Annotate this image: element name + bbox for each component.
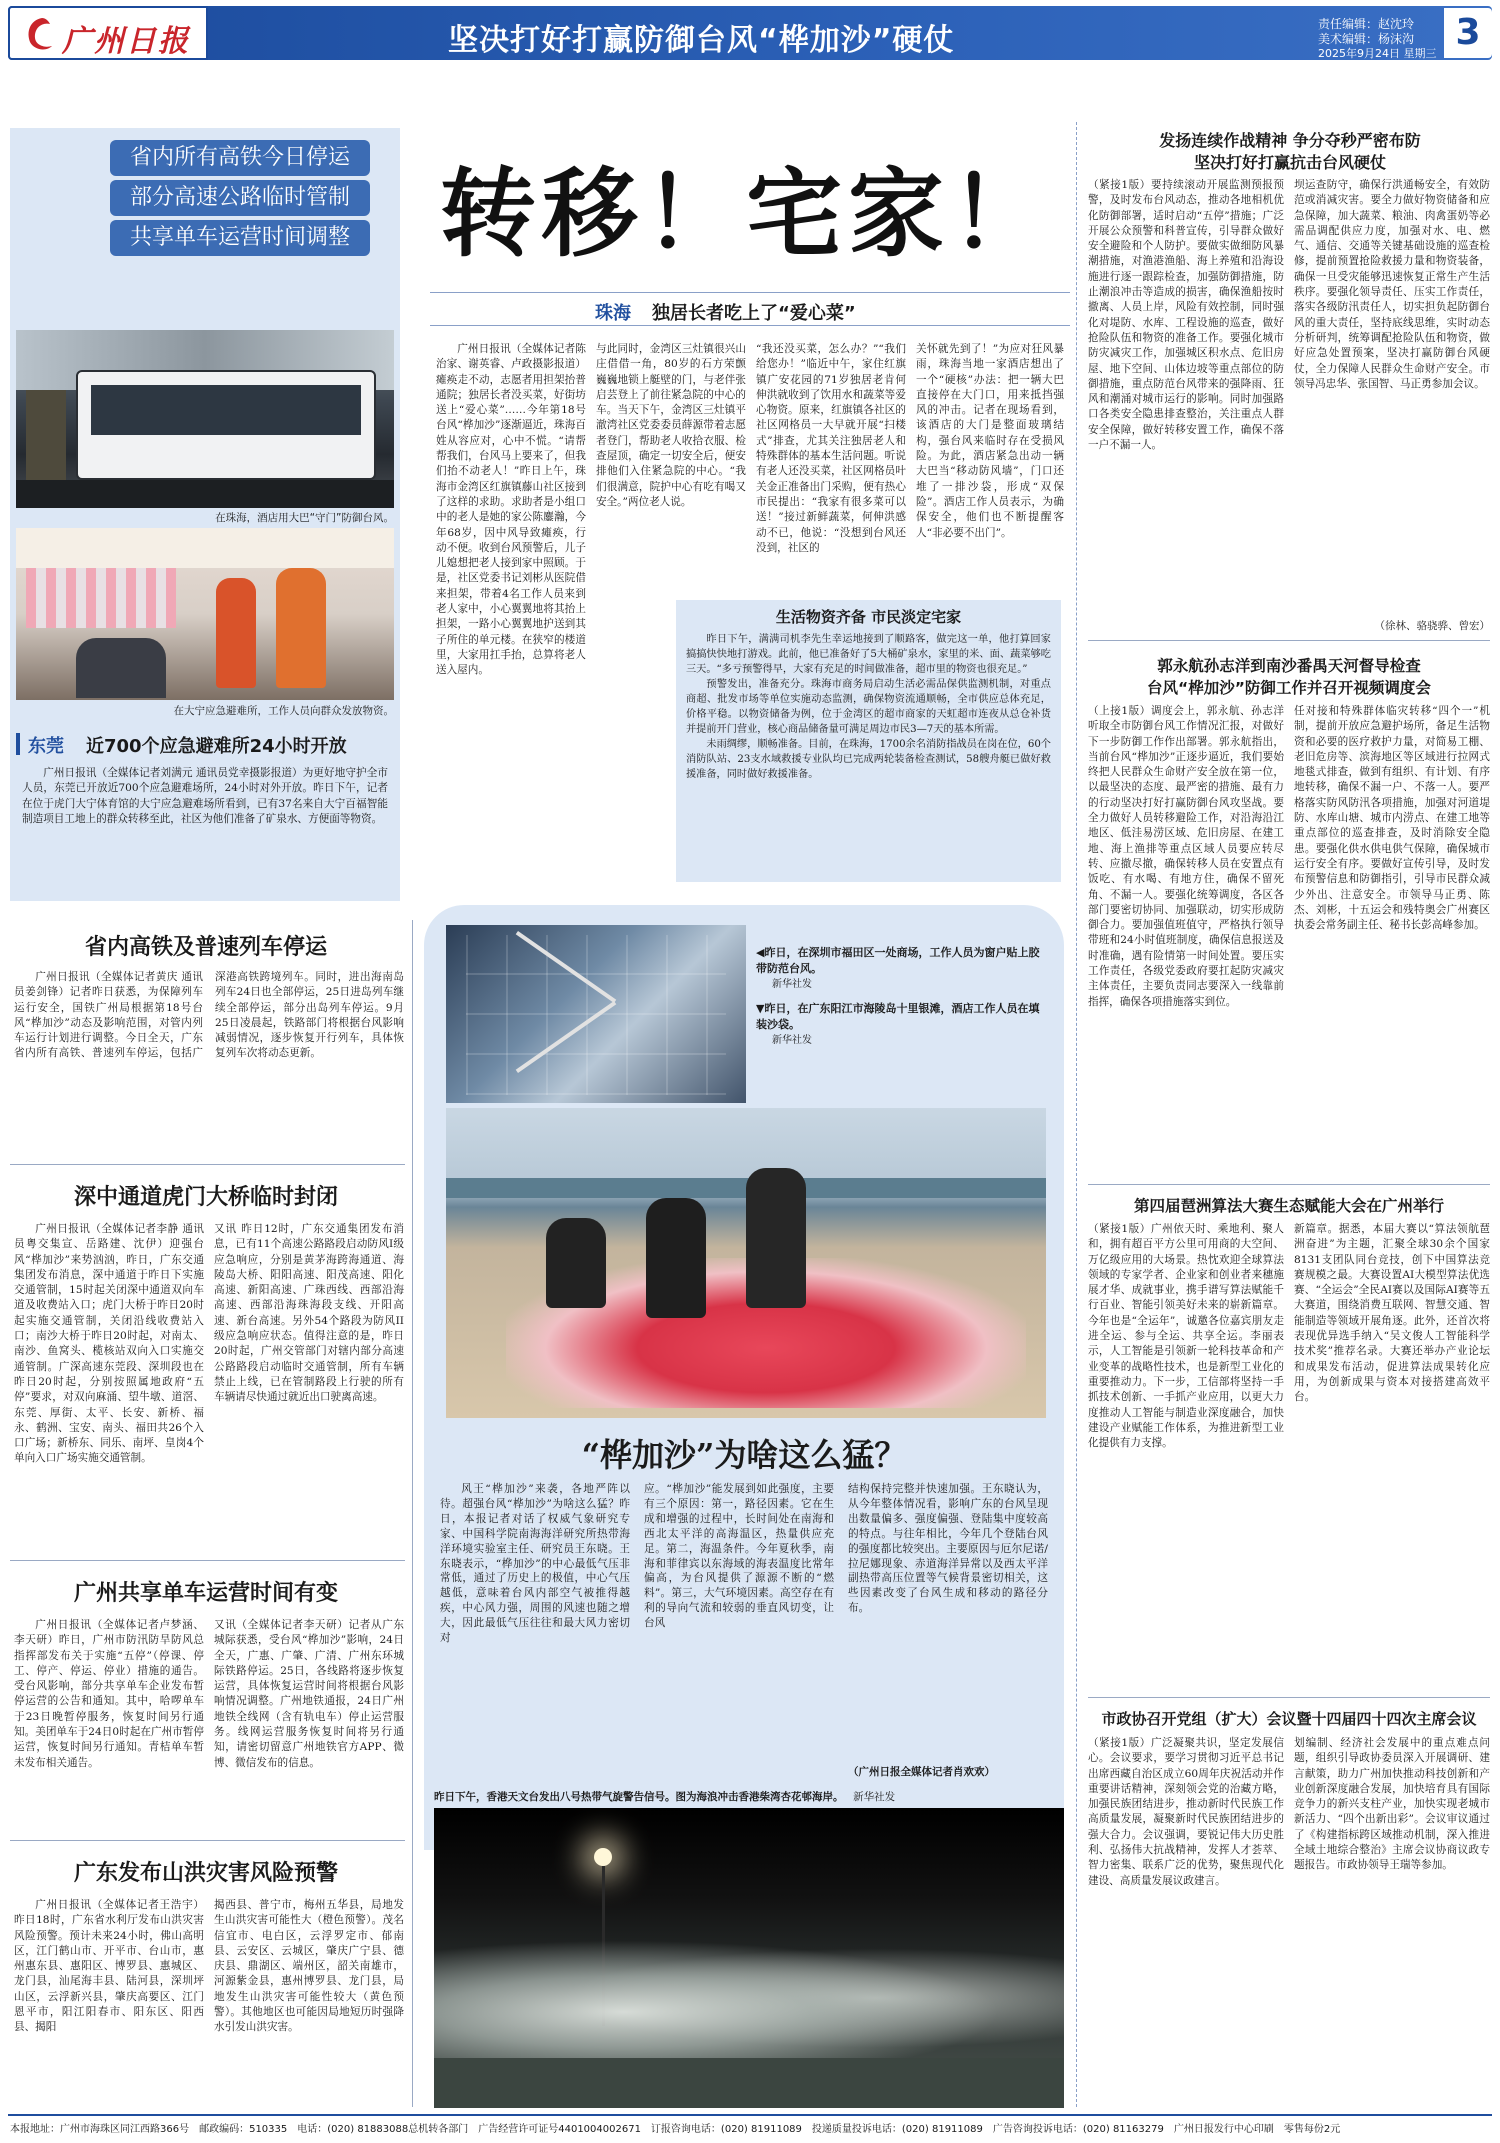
divider-right-1 [1088,640,1490,641]
why-col-1: 风王“桦加沙”来袭，各地严阵以待。超强台风“桦加沙”为啥这么猛？昨日，本报记者对话了权威气象研究专家、中国科学院南海海洋研究所热带海洋环境实验室主任、研究员王东晓。王东晓表示，“桦加沙”的中心最低气压非常低，通过了历史上的极值，中心气压越低，意味着台风内部空气被推得越疾，中心风力强，周围的风速也随之增大，因此最低气压往往和最大风力密切对 [440,1483,630,1645]
dongguan-title-bar [16,730,394,758]
photo-shelter [16,528,394,700]
bike-col-2: 又讯（全媒体记者李天研）记者从广东城际获悉，受台风“桦加沙”影响，24日全天，广惠、广肇、广清、广州东环城际铁路停运。25日，各线路将逐步恢复运营，具体恢复运营时间将根据台风影响情况调整。广州地铁通报，24日广州地铁全线网（含有轨电车）停止运营服务。线网运营服务恢复时间将另行通知，请密切留意广州地铁官方APP、微博、微信发布的信息。 [214,1619,404,1769]
photo-sandbags [446,1108,1046,1418]
photo-window-caption-2: ▼昨日，在广东阳江市海陵岛十里银滩，酒店工作人员在填装沙袋。 [756,1002,1040,1031]
divider-right-2 [1088,1184,1490,1185]
logo-text: 广州日报 [62,24,190,59]
bike-col-1: 广州日报讯（全媒体记者卢梦涵、李天研）昨日，广州市防汛防旱防风总指挥部发布关于实施“五停”（停课、停工、停产、停运、停业）措施的通告。受台风影响，部分共享单车企业发布暂停运营的公告和通知。其中，哈啰单车于23日晚暂停服务，恢复时间另行通知。美团单车于24日0时起在广州市暂停运营，恢复时间另行通知。青桔单车暂未发布相关通告。 [14,1619,204,1769]
bike-title: 广州共享单车运营时间有变 [73,1581,338,1606]
footer-divider [8,2114,1492,2116]
zhuhai-col-4: 关怀就先到了！”为应对狂风暴雨，珠海当地一家酒店想出了一个“硬核”办法：把一辆大巴直接停在大门口，用来抵挡强风的冲击。记者在现场看到，该酒店的大门是整面玻璃结构，强台风来临时存在受损风险。为此，酒店紧急出动一辆大巴当“移动防风墙”，门口还堆了一排沙袋，形成“双保险”。酒店工作人员表示，为确保安全，他们也不断提醒客人“非必要不出门”。 [916,343,1064,539]
divider-left-column [412,920,413,2107]
party-title: 市政协召开党组（扩大）会议暨十四届四十四次主席会议 [1101,1710,1477,1728]
guo-col-1: （上接1版）调度会上，郭永航、孙志洋听取全市防御台风工作情况汇报，对做好下一步防御工作作出部署。郭永航指出，当前台风“桦加沙”正逐步逼近，我们要始终把人民群众生命财产安全放在第一位，以最坚决的态度、最严密的措施、最有力的行动坚决打好打赢防御台风攻坚战。要全力做好人员转移避险工作，对沿海沿江地区、低洼易涝区域、危旧房屋、在建工地、海上渔排等重点区域人员要应转尽转、应撤尽撤，确保转移人员在安置点有饭吃、有水喝、有地方住，确保不留死角、不漏一人。要强化统筹调度，各区各部门要密切协同、加强联动，切实形成防御合力。要加强值班值守，严格执行领导带班和24小时值班制度，确保信息报送及时准确，遇有险情第一时间处置。要压实工作责任，各级党委政府要扛起防灾减灾主体责任，主要负责同志要深入一线靠前指挥，确保各项措施落实到位。 [1088,705,1284,1008]
bridge-title: 深中通道虎门大桥临时封闭 [73,1185,338,1210]
supplies-para-2: 预警发出，准备充分。珠海市商务局启动生活必需品保供监测机制，对重点商超、批发市场等单位实施动态监测，确保物资流通顺畅，全市供应总体充足，价格平稳。以物资储备为例，位于金湾区的超市商家的天虹超市连夜从总仓补货并提前开门营业，核心商品储备量可满足周边市民3—7天的基本所需。 [686,679,1051,735]
photo-window-credit-1: 新华社发 [772,979,812,990]
footer-text: 本报地址：广州市海珠区同江西路366号 邮政编码：510335 电话：(020) 81883088总机转各部门 广告经营许可证号4401004002671 订报咨询电话：(020) 81911089 投递质量投诉电话：(020) 81911089 广告咨询投诉电话：(020) 81163279 广州日报发行中心印刷 零售每份2元 [10,2124,1341,2135]
bridge-col-2: 又讯 昨日12时，广东交通集团发布消息，已有11个高速公路路段启动防风I级应急响应，分别是黄茅海跨海通道、海陵岛大桥、阳阳高速、阳茂高速、阳化高速、新阳高速、广珠西线、西部沿海高速、西部沿海珠海段支线、开阳高速、新台高速。另外54个路段为防风II级应急响应状态。值得注意的是，昨日20时起，广州交管部门对辖内部分高速公路路段启动临时交通管制，所有车辆禁止上线，已在管制路段上行驶的所有车辆请尽快通过就近出口驶离高速。 [214,1223,404,1404]
summary-title-1: 省内所有高铁今日停运 [110,140,370,176]
supplies-para-1: 昨日下午，满满司机李先生幸运地接到了顺路客，做完这一单，他打算回家搞搞快快地打游戏。此前，他已准备好了5大桶矿泉水，家里的米、面、蔬菜够吃三天。“多亏预警得早，大家有充足的时间做准备，超市里的物资也很充足。” [686,634,1051,675]
photo-hotel-bus-caption: 在珠海，酒店用大巴“守门”防御台风。 [215,512,394,524]
guo-title-line-1: 郭永航孙志洋到南沙番禺天河督导检查 [1157,657,1421,675]
flood-col-1: 广州日报讯（全媒体记者王浩宇）昨日18时，广东省水利厅发布山洪灾害风险预警。预计未来24小时，佛山高明区，江门鹤山市、开平市、台山市，惠州惠东县、惠阳区、博罗县、惠城区、龙门县，汕尾海丰县、陆河县，深圳坪山区，云浮新兴县，肇庆高要区、江门恩平市，阳江阳春市、阳东区、阳西县、揭阳 [14,1899,204,2034]
photo-window-credit-2: 新华社发 [772,1035,812,1046]
bridge-col-1: 广州日报讯（全媒体记者李静 通讯员粤交集宣、岳路建、沈伊）迎强台风“桦加沙”来势汹汹，昨日，广东交通集团发布消息，深中通道于昨日下实施交通管制，15时起关闭深中通道双向车道及收费站入口；虎门大桥于昨日20时起实施交通管制，关闭沿线收费站入口；南沙大桥于昨日20时起，对南太、南沙、鱼窝头、榄核站双向入口实施交通管制。广深高速东莞段、深圳段也在昨日20时起，分别按照属地政府“五停”要求，对双向麻涌、望牛墩、道滘、东莞、厚街、太平、长安、新桥、福永、鹤洲、宝安、南头、福田共26个入口广场；新桥东、同乐、南坪、皇岗4个单向入口广场实施交通管制。 [14,1223,204,1465]
page-headline: 坚决打好打赢防御台风“桦加沙”硬仗 [448,23,955,58]
algo-title: 第四届琶洲算法大赛生态赋能大会在广州举行 [1133,1197,1444,1215]
photo-waves [434,1808,1064,2108]
photo-wave-caption: 昨日下午，香港天文台发出八号热带气旋警告信号。图为海浪冲击香港柴湾杏花邨海岸。 [434,1791,844,1803]
editor-line-1: 责任编辑：赵沈玲 [1318,17,1415,31]
rail-title: 省内高铁及普速列车停运 [84,935,327,960]
why-title: “桦加沙”为啥这么猛？ [581,1436,907,1474]
editor-line-2: 美术编辑：杨沫沟 [1318,32,1415,46]
flood-title: 广东发布山洪灾害风险预警 [73,1861,338,1886]
divider-left-2 [10,1560,405,1561]
divider-left-3 [10,1840,405,1841]
photo-window-caption-1: ◀昨日，在深圳市福田区一处商场，工作人员为窗户贴上胶带防范台风。 [756,946,1040,975]
masthead-bar [8,6,1492,60]
why-byline: （广州日报全媒体记者肖欢欢） [848,1766,995,1778]
flood-col-2: 揭西县、普宁市，梅州五华县，局地发生山洪灾害可能性大（橙色预警）。茂名信宜市、电白区，云浮罗定市、郁南县、云安区、云城区，肇庆广宁县、德庆县、鼎湖区、端州区，韶关南雄市，河源紫金县，惠州博罗县、龙门县，局地发生山洪灾害可能性较大（黄色预警）。其他地区也可能因局地短历时强降水引发山洪灾害。 [214,1899,404,2034]
why-col-2: 应。“桦加沙”能发展到如此强度，主要有三个原因：第一，路径因素。它在生成和增强的过程中，长时间处在南海和西北太平洋的高海温区，热量供应充足。第二，海温条件。今年夏秋季，南海和菲律宾以东海域的海表温度比常年偏高，为台风提供了源源不断的“燃料”。第三，大气环境因素。高空存在有利的导向气流和较弱的垂直风切变，让台风 [644,1483,834,1630]
photo-shelter-caption: 在大宁应急避难所，工作人员向群众发放物资。 [173,705,394,717]
party-col-2: 划编制、经济社会发展中的重点难点问题，组织引导政协委员深入开展调研、建言献策，助力广州加快推动科技创新和产业创新深度融合发展，加快培育具有国际竞争力的新兴支柱产业，加快实现老城市新活力、“四个出新出彩”。会议审议通过了《构建指标跨区域推动机制，深入推进全域土地综合整治》主席会议协商议政专题报告。市政协领导王瑞等参加。 [1294,1737,1490,1872]
guo-title-line-2: 台风“桦加沙”防御工作并召开视频调度会 [1147,679,1431,697]
photo-wave-credit: 新华社发 [853,1791,896,1803]
rail-body: 广州日报讯（全媒体记者黄庆 通讯员姜剑锋）记者昨日获悉，为保障列车运行安全，国铁广州局根据第18号台风“桦加沙”动态及影响范围，对管内列车运行计划进行调整。今日全天，广东省内所有高铁、普速列车停运，包括广深港高铁跨境列车。同时，进出海南岛列车24日也全部停运，25日进岛列车继续全部停运，部分出岛列车停运。9月25日凌晨起，铁路部门将根据台风影响减弱情况，逐步恢复开行列车，具体恢复列车次将动态更新。 [14,971,404,1060]
photo-hotel-bus [16,330,394,508]
algo-col-2: 新篇章。据悉，本届大赛以“算法领航琶洲奋进”为主题，汇聚全球30余个国家8131支团队同台竞技，创下中国算法竞赛规模之最。大赛设置AI大模型算法优选赛、“全运会”全民AI赛以及国际AI赛等五大赛道，围绕消费互联网、智慧交通、智能制造等领域开展角逐。此外，还首次将表现优异选手纳入“吴文俊人工智能科学技术奖”推荐名录。大赛还举办产业论坛和成果发布活动，促进算法成果转化应用，为创新成果与资本对接搭建高效平台。 [1294,1223,1490,1404]
photo-wave-caption-row [434,1790,1054,1804]
fight-title-line-1: 发扬连续作战精神 争分夺秒严密布防 [1159,131,1421,150]
divider-right-3 [1088,1697,1490,1698]
dongguan-title: 近700个应急避难所24小时开放 [86,736,347,757]
dongguan-tag: 东莞 [28,736,64,757]
zhuhai-title-bar [430,292,1070,326]
date-line: 2025年9月24日 星期三 [1318,47,1437,60]
summary-title-2: 部分高速公路临时管制 [110,180,370,216]
supplies-box [676,600,1061,882]
divider-left-1 [10,1164,405,1165]
summary-title-3: 共享单车运营时间调整 [110,220,370,256]
zhuhai-col-3: “我还没买菜，怎么办？”“我们给您办！”临近中午，家住红旗镇广安花园的71岁独居老肯何伸洪就收到了饮用水和蔬菜等爱心物资。原来，红旗镇各社区的社区网格员一大早就开展“扫楼式”排查，尤其关注独居老人和特殊群体的基本生活问题。听说有老人还没买菜，社区网格员叶关金正准备出门采购，便有热心市民提出：“我家有很多菜可以送！”接过新鲜蔬菜，何伸洪感动不已，他说：“没想到台风还没到，社区的 [756,343,906,554]
supplies-para-3: 未雨绸缪，顺畅准备。目前，在珠海，1700余名消防指战员在岗在位，60个消防队站、23支水域救援专业队均已完成两轮装备检查测试，58艘舟艇已做好救援准备，同时做好救援准备。 [686,739,1051,780]
zhuhai-col-1: 广州日报讯（全媒体记者陈治家、谢英睿、卢政摄影报道）瘫痪走不动，志愿者用担架抬普通院；独居长者没买菜，好街坊送上“爱心菜”……今年第18号台风“桦加沙”逐渐逼近，珠海百姓从容应对，心中不慌。“请帮帮我们，台风马上要来了，但我们抬不动老人！”昨日上午，珠海市金湾区红旗镇藤山社区接到了这样的求助。求助者是小组口中的老人是她的家公陈鏖瀚，今年68岁，因中风导致瘫痪，行动不便。收到台风预警后，儿子儿媳想把老人接到家中照顾。于是，社区党委书记刘彬从医院借来担架，带着4名工作人员来到老人家中，小心翼翼地将其抬上担架，一路小心翼翼地护送到其子所住的单元楼。在狭窄的楼道里，大家用扛手抬，总算将老人送入屋内。 [436,343,586,677]
photo-window-tape [446,925,746,1103]
newspaper-logo [8,6,208,60]
divider-right-column [1076,122,1077,2107]
supplies-title: 生活物资齐备 市民淡定宅家 [775,608,962,626]
page-number: 3 [1444,8,1492,58]
logo-swirl-icon [24,16,60,54]
zhuhai-tag: 珠海 [595,303,631,324]
dongguan-body: 广州日报讯（全媒体记者刘满元 通讯员党幸摄影报道）为更好地守护全市人员，东莞已开放近700个应急避难场所，24小时对外开放。昨日下午，记者在位于虎门大宁体育馆的大宁应急避难场所看到，已有37名来自大宁百福智能制造项目工地上的群众转移至此，社区为他们准备了矿泉水、方便面等物资。 [22,767,388,825]
zhuhai-title: 独居长者吃上了“爱心菜” [652,303,856,324]
zhuhai-col-2: 与此同时，金湾区三灶镇很兴山庄借借一角，80岁的石方荣颤巍巍地锁上艇壁的门，与老伴张启芸登上了前往紧急院的中心的车。当天下午，金湾区三灶镇平澈湾社区党委委员薛源带着志愿者登门，帮助老人收拾衣服、检查屋顶，确定一切安全后，便安排他们入住紧急院的中心。“我们很满意，院护中心有吃有喝又安全。”两位老人说。 [596,343,746,508]
why-col-3: 结构保持完整并快速加强。王东晓认为，从今年整体情况看，影响广东的台风呈现出数量偏多、强度偏强、登陆集中度较高的特点。与往年相比，今年几个登陆台风的强度都比较突出。主要原因与厄尔尼诺/拉尼娜现象、赤道海洋异常以及西太平洋副热带高压位置等气候背景密切相关，这些因素改变了台风生成和移动的路径分布。 [848,1483,1048,1615]
photo-window-caption [756,945,1046,1049]
fight-col-2: 坝运查防守，确保行洪通畅安全，有效防范或消减灾害。要全力做好物资储备和应急保障，加大蔬菜、粮油、肉禽蛋奶等必需品调配供应力度，加强对水、电、燃气、通信、交通等关键基础设施的巡查检修，提前预置抢险救援力量和物资装备，确保一旦受灾能够迅速恢复正常生产生活秩序。要强化领导责任、压实工作责任，落实各级防汛责任人，切实担负起防御台风的重大责任，坚持底线思维，实时动态分析研判，统筹调配抢险队伍和物资，做好应急处置预案，坚决打赢防御台风硬仗，全力保障人民群众生命财产安全。市领导冯忠华、张国智、马正勇参加会议。 [1294,179,1490,390]
fight-col-1: （紧接1版）要持续滚动开展监测预报预警，及时发布台风动态，推动各地相机优化防御部署，适时启动“五停”措施；广泛开展公众预警和科普宣传，引导群众做好安全避险和个人防护。要做实做细防风暴潮措施，对渔港渔船、海上养殖和沿海设施进行逐一跟踪检查，加强防御措施，防止潮浪冲击等造成的损害，确保渔船按时撤离、人员上岸，风险有效控制，同时强化对堤防、水库、工程设施的巡查，做好抢险队伍和物资的准备工作。要强化城市防灾减灾工作，加强城区积水点、危旧房屋、地下空间、山体边坡等重点部位的防御措施，重点防范台风带来的强降雨、狂风和潮涌对城市运行的影响。同时加强路口各类安全隐患排查整治，关注重点人群安全保障，做好转移安置工作，确保不落一户不漏一人。 [1088,179,1284,452]
main-title: 转移！宅家！ [440,157,1052,270]
fight-title-line-2: 坚决打好打赢抗击台风硬仗 [1193,153,1386,172]
guo-col-2: 任对接和特殊群体临灾转移“四个一”机制，提前开放应急避护场所，备足生活物资和必要的医疗救护力量，对简易工棚、老旧危房等、滨海地区等区域进行拉网式地毯式排查，做到有组织、有计划、有序地转移，确保不漏一户、不落一人。要严格落实防风防汛各项措施，加强对河道堤防、水库山塘、城市内涝点、在建工地等重点部位的巡查排查，及时消除安全隐患。要强化供水供电供气保障，确保城市运行安全有序。要做好宣传引导，及时发布预警信息和防御指引，引导市民群众减少外出、注意安全。市领导马正勇、陈杰、刘彬，十五运会和残特奥会广州赛区执委会常务副主任、秘书长彭高峰参加。 [1294,705,1490,932]
party-col-1: （紧接1版）广泛凝聚共识，坚定发展信心。会议要求，要学习贯彻习近平总书记出席西藏自治区成立60周年庆祝活动并作重要讲话精神，深刻领会党的治藏方略，加强民族团结进步，推动新时代民族工作高质量发展，凝聚新时代民族团结进步的强大合力。会议强调，要锐记伟大历史胜利、弘扬伟大抗战精神，发挥人才荟萃、智力密集、联系广泛的优势，聚焦现代化建设、高质量发展议政建言。 [1088,1737,1284,1887]
algo-col-1: （紧接1版）广州依天时、乘地利、聚人和，拥有超百平方公里可用商的大空间、万亿级应用的大场景。热忱欢迎全球算法领域的专家学者、企业家和创业者来穗施展才华、成就事业，携手谱写算法赋能千行百业、智能引领美好未来的崭新篇章。今年也是“全运年”，诚邀各位嘉宾朋友走进全运、参与全运、共享全运。李丽表示，人工智能是引领新一轮科技革命和产业变革的战略性技术，也是新型工业化的重要推动力。下一步，工信部将坚持一手抓技术创新、一手抓产业应用，以更大力度推动人工智能与制造业深度融合，加快建设产业赋能工作体系，为推进新型工业化提供有力支撑。 [1088,1223,1284,1450]
fight-byline: （徐林、骆骁骅、曾宏） [1374,620,1490,632]
